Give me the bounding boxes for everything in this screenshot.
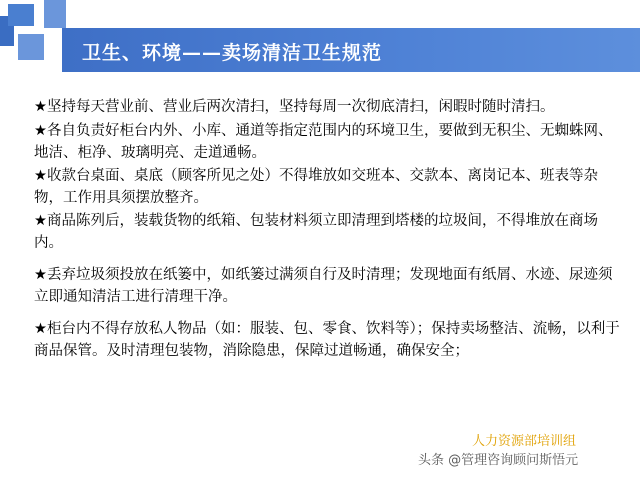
slide-title: 卫生、环境——卖场清洁卫生规范 — [82, 42, 383, 64]
watermark: 头条 @管理咨询顾问斯悟元 — [418, 453, 579, 468]
slide-body — [34, 96, 624, 362]
decorative-square — [18, 34, 44, 60]
decorative-square — [8, 4, 34, 26]
rule-paragraph: ★柜台内不得存放私人物品（如：服装、包、零食、饮料等）；保持卖场整洁、流畅，以利于商品保管。及时清理包装物，消除隐患，保障过道畅通，确保安全； — [34, 321, 620, 359]
decorative-square — [44, 0, 66, 28]
rule-paragraph: ★丢弃垃圾须投放在纸篓中，如纸篓过满须自行及时清理；发现地面有纸屑、水迹、尿迹须立即通知清洁工进行清理干净。 — [34, 267, 613, 305]
rule-paragraph: ★商品陈列后，装载货物的纸箱、包装材料须立即清理到塔楼的垃圾间，不得堆放在商场内。 — [34, 213, 598, 251]
department-label: 人力资源部培训组 — [472, 434, 577, 449]
title-bar — [62, 28, 640, 72]
rule-paragraph: ★各自负责好柜台内外、小库、通道等指定范围内的环境卫生，要做到无积尘、无蜘蛛网、地洁、柜净、玻璃明亮、走道通畅。 — [34, 123, 613, 161]
rule-paragraph: ★坚持每天营业前、营业后两次清扫，坚持每周一次彻底清扫，闲暇时随时清扫。 — [34, 99, 555, 115]
rule-paragraph: ★收款台桌面、桌底（顾客所见之处）不得堆放如交班本、交款本、离岗记本、班表等杂物，工作用具须摆放整齐。 — [34, 168, 598, 206]
